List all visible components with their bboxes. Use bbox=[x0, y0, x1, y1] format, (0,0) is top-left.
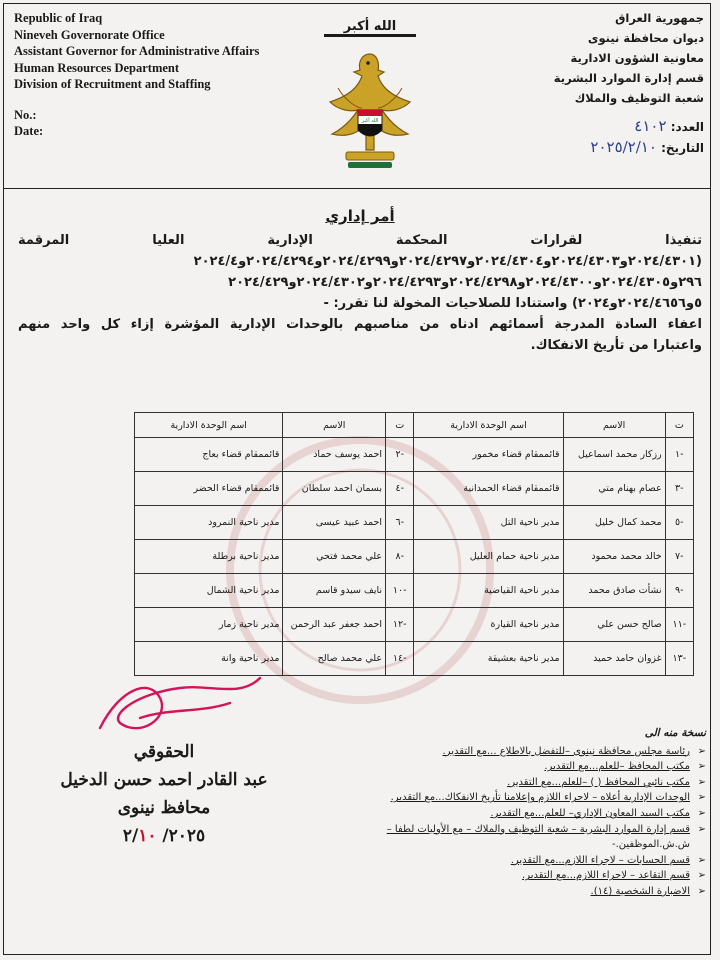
signatory-position: محافظ نينوى bbox=[117, 798, 211, 818]
row-number: -٢ bbox=[386, 438, 414, 472]
admin-unit: مدير ناحية حمام العليل bbox=[414, 540, 563, 574]
copies-heading: نسخة منه الى bbox=[644, 727, 706, 739]
admin-unit: مدير ناحية وانة bbox=[135, 642, 283, 676]
admin-unit: مدير ناحية التل bbox=[414, 506, 563, 540]
arabic-letterhead bbox=[554, 8, 704, 158]
ar-header-line: جمهورية العراق bbox=[615, 11, 704, 25]
col-header: اسم الوحدة الادارية bbox=[135, 413, 283, 438]
admin-unit: مدير ناحية بعشيقة bbox=[414, 642, 563, 676]
ar-header-line: شعبة التوظيف والملاك bbox=[574, 91, 704, 105]
table-row bbox=[135, 472, 694, 506]
emblem-motto: الله أكبر bbox=[343, 19, 397, 34]
order-line: ٥و٢٠٢٤/٤٦٥٦و٢٠٢٤) واستنادا للصلاحيات المخولة لنا تقرر: - bbox=[323, 296, 702, 311]
copy-recipient: ➢ قسم التقاعد – لاجراء اللازم...مع التقدير. bbox=[306, 868, 706, 884]
en-header-line: Human Resources Department bbox=[14, 60, 180, 75]
handwritten-signature bbox=[80, 668, 280, 748]
admin-unit: قائممقام قضاء الحضر bbox=[135, 472, 283, 506]
copies-list bbox=[306, 726, 706, 900]
col-header: ت bbox=[386, 413, 414, 438]
copy-recipient: ➢ مكتب نائبي المحافظ ( ) –للعلم...مع التقدير. bbox=[306, 775, 706, 791]
flag-shield-icon bbox=[358, 110, 382, 136]
admin-unit: مدير ناحية القيارة bbox=[414, 608, 563, 642]
en-header-line: Republic of Iraq bbox=[14, 11, 103, 25]
admin-unit: مدير ناحية النمرود bbox=[135, 506, 283, 540]
row-number: -٤ bbox=[386, 472, 414, 506]
admin-unit: قائممقام قضاء بعاج bbox=[135, 438, 283, 472]
order-body bbox=[18, 230, 702, 356]
en-header-line: Division of Recruitment and Staffing bbox=[14, 77, 211, 91]
official-name: بسمان احمد سلطان bbox=[283, 472, 386, 506]
official-name: نشأت صادق محمد bbox=[563, 574, 665, 608]
signatory-name: عبد القادر احمد حسن الدخيل bbox=[60, 770, 268, 790]
admin-unit: مدير ناحية الشمال bbox=[135, 574, 283, 608]
order-number: ٤١٠٢ bbox=[634, 117, 667, 135]
table-row bbox=[135, 506, 694, 540]
official-name: نايف سيدو قاسم bbox=[283, 574, 386, 608]
ar-date-label: التاريخ: bbox=[661, 141, 704, 155]
ar-header-line: ديوان محافظة نينوى bbox=[587, 31, 704, 45]
table-row bbox=[135, 574, 694, 608]
row-number: -١ bbox=[665, 438, 693, 472]
ar-no-label: العدد: bbox=[670, 120, 704, 134]
copy-recipient: ➢ مكتب المحافظ –للعلم...مع التقدير. bbox=[306, 759, 706, 775]
admin-unit: مدير ناحية برطلة bbox=[135, 540, 283, 574]
official-name: غزوان حامد حميد bbox=[563, 642, 665, 676]
row-number: -٩ bbox=[665, 574, 693, 608]
row-number: -١٢ bbox=[386, 608, 414, 642]
col-header: ت bbox=[665, 413, 693, 438]
col-header: الاسم bbox=[283, 413, 386, 438]
signature-date bbox=[24, 822, 304, 850]
row-number: -١١ bbox=[665, 608, 693, 642]
copy-recipient: ➢ مكتب السيد المعاون الإداري– للعلم...مع التقدير. bbox=[306, 806, 706, 822]
row-number: -٨ bbox=[386, 540, 414, 574]
official-name: احمد جعفر عبد الرحمن bbox=[283, 608, 386, 642]
row-number: -١٤ bbox=[386, 642, 414, 676]
official-name: عصام بهنام متي bbox=[563, 472, 665, 506]
en-header-line: Assistant Governor for Administrative Affairs bbox=[14, 44, 260, 58]
copy-recipient: ➢ قسم الحسابات – لاجراء اللازم...مع التقدير. bbox=[306, 853, 706, 869]
row-number: -١٣ bbox=[665, 642, 693, 676]
copy-recipient: ➢ الاضبارة الشخصية (١٤). bbox=[306, 884, 706, 900]
ar-number-row bbox=[554, 116, 704, 137]
iraq-eagle-emblem bbox=[318, 10, 422, 182]
order-line: اعفاء السادة المدرجة أسمائهم ادناه من مناصبهم بالوحدات الإدارية المؤشرة إزاء كل واحد منهم bbox=[18, 317, 702, 332]
copy-recipient: ➢ رئاسة مجلس محافظة نينوى –للتفضل بالاطلاع ...مع التقدير. bbox=[306, 744, 706, 760]
english-letterhead bbox=[14, 10, 259, 140]
order-date: ٢٠٢٥/٢/١٠ bbox=[590, 138, 657, 156]
row-number: -٦ bbox=[386, 506, 414, 540]
en-no-label: No.: bbox=[14, 107, 37, 122]
ar-header-line: معاونية الشؤون الادارية bbox=[570, 51, 704, 65]
official-name: رزكار محمد اسماعيل bbox=[563, 438, 665, 472]
copy-recipient: ➢ الوحدات الإدارية أعلاه – لاجراء اللازم وإعلامنا تأريخ الانفكاك...مع التقدير. bbox=[306, 790, 706, 806]
svg-text:الله أكبر: الله أكبر bbox=[361, 118, 379, 124]
col-header: الاسم bbox=[563, 413, 665, 438]
admin-unit: مدير ناحية القياضية bbox=[414, 574, 563, 608]
signatory-title: الحقوقي bbox=[133, 742, 195, 762]
official-name: احمد يوسف حماد bbox=[283, 438, 386, 472]
admin-unit: قائممقام قضاء مخمور bbox=[414, 438, 563, 472]
ar-date-row bbox=[554, 137, 704, 158]
admin-unit: مدير ناحية زمار bbox=[135, 608, 283, 642]
order-title: أمر إداري bbox=[325, 207, 395, 225]
copy-recipient: ➢ قسم إدارة الموارد البشرية – شعبة التوظيف والملاك – مع الأوليات لطفا – bbox=[306, 822, 706, 838]
table-row bbox=[135, 608, 694, 642]
order-line: (٢٠٢٤/٤٣٠١و٢٠٢٤/٤٣٠٣و٢٠٢٤/٤٣٠٤و٢٠٢٤/٤٢٩٧و٢٠٢٤/٤٢٩٩و٢٠٢٤/٤٢٩٤و٢٠٢٤/٤ bbox=[193, 254, 702, 269]
official-name: صالح حسن علي bbox=[563, 608, 665, 642]
copy-recipient-continuation: ش.ش.الموظفين.- bbox=[612, 839, 690, 851]
signature-date-main: ٢٠٢٥/ ٢/ bbox=[122, 826, 206, 846]
signature-block bbox=[24, 738, 304, 850]
table-header-row bbox=[135, 413, 694, 438]
order-line: ٢٩٦و٢٠٢٤/٤٣٠٥و٢٠٢٤/٤٣٠٠و٢٠٢٤/٤٢٩٨و٢٠٢٤/٤٢٩٣و٢٠٢٤/٤٣٠٢و٢٠٢٤/٤٢٩ bbox=[228, 275, 702, 290]
official-name: علي محمد فتحي bbox=[283, 540, 386, 574]
official-name: علي محمد صالح bbox=[283, 642, 386, 676]
row-number: -٥ bbox=[665, 506, 693, 540]
table-row bbox=[135, 540, 694, 574]
order-line: واعتبارا من تأريخ الانفكاك. bbox=[530, 338, 702, 353]
official-name: خالد محمد محمود bbox=[563, 540, 665, 574]
row-number: -١٠ bbox=[386, 574, 414, 608]
table-row bbox=[135, 438, 694, 472]
official-name: محمد كمال خليل bbox=[563, 506, 665, 540]
col-header: اسم الوحدة الادارية bbox=[414, 413, 563, 438]
header-divider bbox=[3, 188, 711, 189]
official-name: احمد عبيد عيسى bbox=[283, 506, 386, 540]
en-header-line: Nineveh Governorate Office bbox=[14, 27, 165, 42]
order-line: تنفيذا لقرارات المحكمة الإدارية العليا المرقمة bbox=[18, 233, 702, 248]
signature-date-day: ١٠ bbox=[138, 826, 157, 846]
row-number: -٧ bbox=[665, 540, 693, 574]
row-number: -٣ bbox=[665, 472, 693, 506]
en-date-label: Date: bbox=[14, 124, 44, 138]
admin-unit: قائممقام قضاء الحمدانية bbox=[414, 472, 563, 506]
ar-header-line: قسم إدارة الموارد البشرية bbox=[553, 71, 704, 85]
dismissed-officials-table bbox=[134, 412, 694, 676]
